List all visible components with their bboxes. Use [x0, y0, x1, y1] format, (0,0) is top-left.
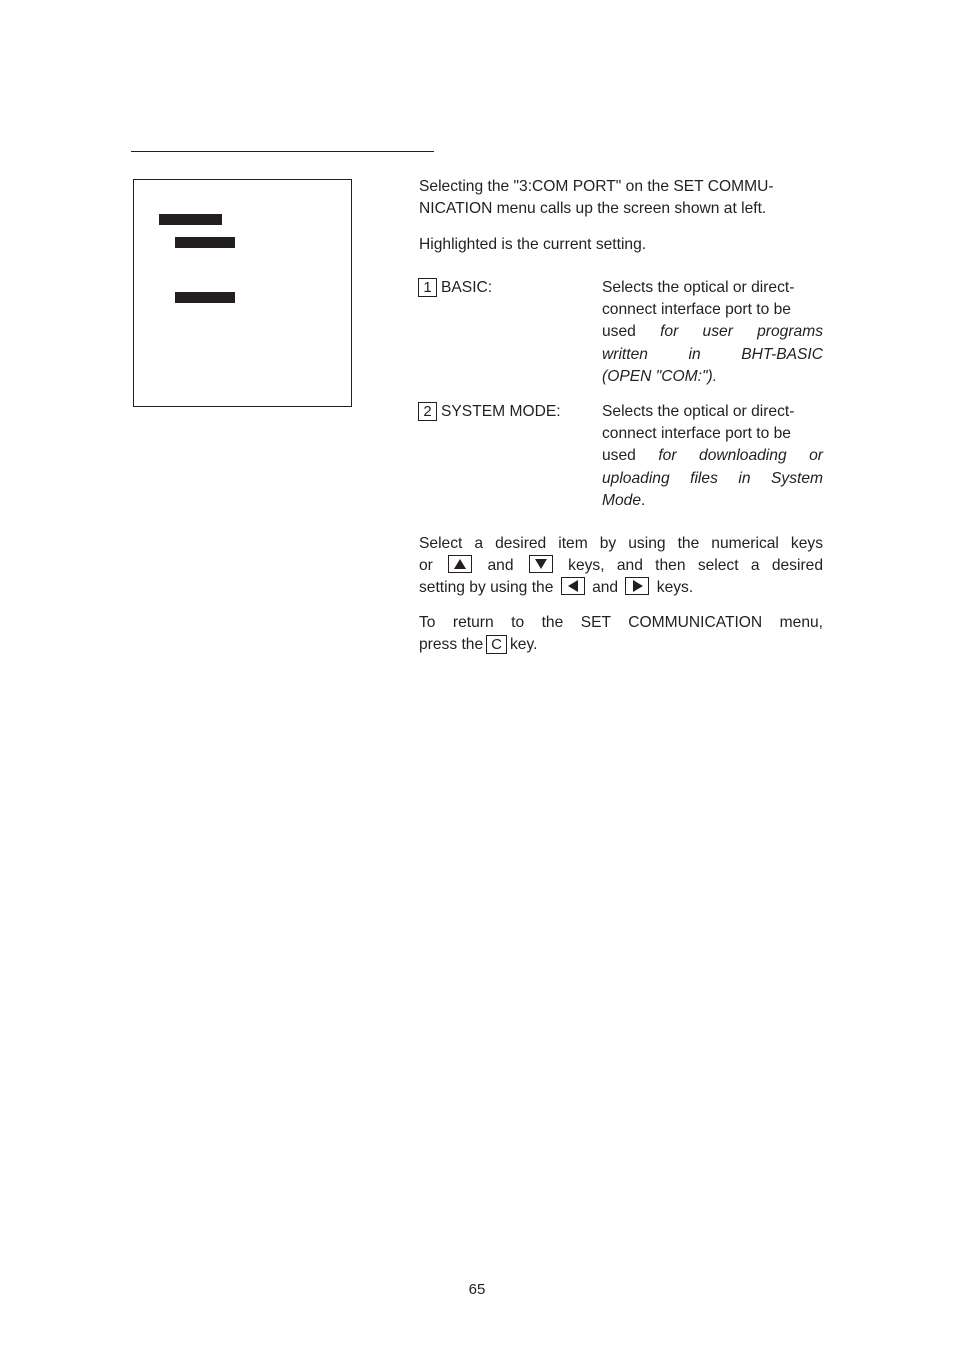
intro-line-2: NICATION menu calls up the screen shown at left.: [419, 200, 767, 218]
c-key-icon: C: [486, 635, 507, 654]
desc-fragment-italic: for downloading or: [658, 447, 823, 465]
highlight-note: Highlighted is the current setting.: [419, 236, 647, 253]
return-line-2: [419, 634, 823, 656]
desc-fragment-italic: for user programs: [660, 323, 823, 341]
select-paragraph: [419, 533, 823, 600]
item-basic-title: BASIC:: [441, 279, 493, 296]
text-fragment: keys.: [656, 579, 694, 597]
desc-line: uploading files in System: [602, 469, 823, 487]
select-line-2: [419, 555, 823, 577]
page-number: 65: [468, 1281, 486, 1298]
item-system-mode-description: [602, 401, 823, 512]
highlight-bar-title: [159, 214, 222, 225]
desc-line: written in BHT-BASIC: [602, 345, 823, 363]
desc-fragment-italic: Mode: [602, 491, 642, 509]
header-rule: [131, 151, 434, 152]
desc-line: [602, 445, 823, 467]
text-fragment: and: [592, 579, 619, 597]
desc-line: Selects the optical or direct-: [602, 279, 795, 296]
key-1: 1: [418, 278, 437, 297]
select-line-1: Select a desired item by using the numerical keys: [419, 535, 823, 552]
highlight-bar-system-mode-setting: [175, 292, 235, 303]
text-fragment: keys, and then select a desired: [568, 557, 823, 575]
text-fragment: setting by using the: [419, 579, 554, 597]
select-line-3: [419, 577, 823, 599]
item-system-mode-title: SYSTEM MODE:: [441, 403, 561, 420]
item-basic-description: [602, 277, 823, 388]
desc-line: [602, 490, 823, 512]
text-fragment: and: [487, 557, 514, 575]
text-fragment: key.: [510, 636, 538, 654]
screen-illustration: [133, 179, 352, 407]
desc-line: [602, 321, 823, 343]
item-system-mode-label: [418, 401, 561, 423]
highlight-bar-basic-setting: [175, 237, 235, 248]
down-arrow-key-icon: [529, 555, 553, 573]
desc-fragment: used: [602, 447, 636, 465]
desc-line: connect interface port to be: [602, 301, 791, 319]
intro-line-1: Selecting the "3:COM PORT" on the SET COMMU-: [419, 178, 774, 195]
return-line-1: To return to the SET COMMUNICATION menu,: [419, 614, 823, 631]
desc-line: (OPEN "COM:").: [602, 367, 718, 385]
left-arrow-key-icon: [561, 577, 585, 595]
return-paragraph: [419, 612, 823, 656]
desc-line: Selects the optical or direct-: [602, 403, 795, 420]
right-arrow-key-icon: [625, 577, 649, 595]
intro-paragraph: [419, 176, 823, 220]
item-basic-label: [418, 277, 492, 299]
key-2: 2: [418, 402, 437, 421]
desc-line: connect interface port to be: [602, 425, 791, 443]
desc-fragment: used: [602, 323, 636, 341]
up-arrow-key-icon: [448, 555, 472, 573]
text-fragment: press the: [419, 636, 484, 654]
desc-fragment: .: [641, 491, 646, 509]
text-fragment: or: [419, 557, 433, 575]
